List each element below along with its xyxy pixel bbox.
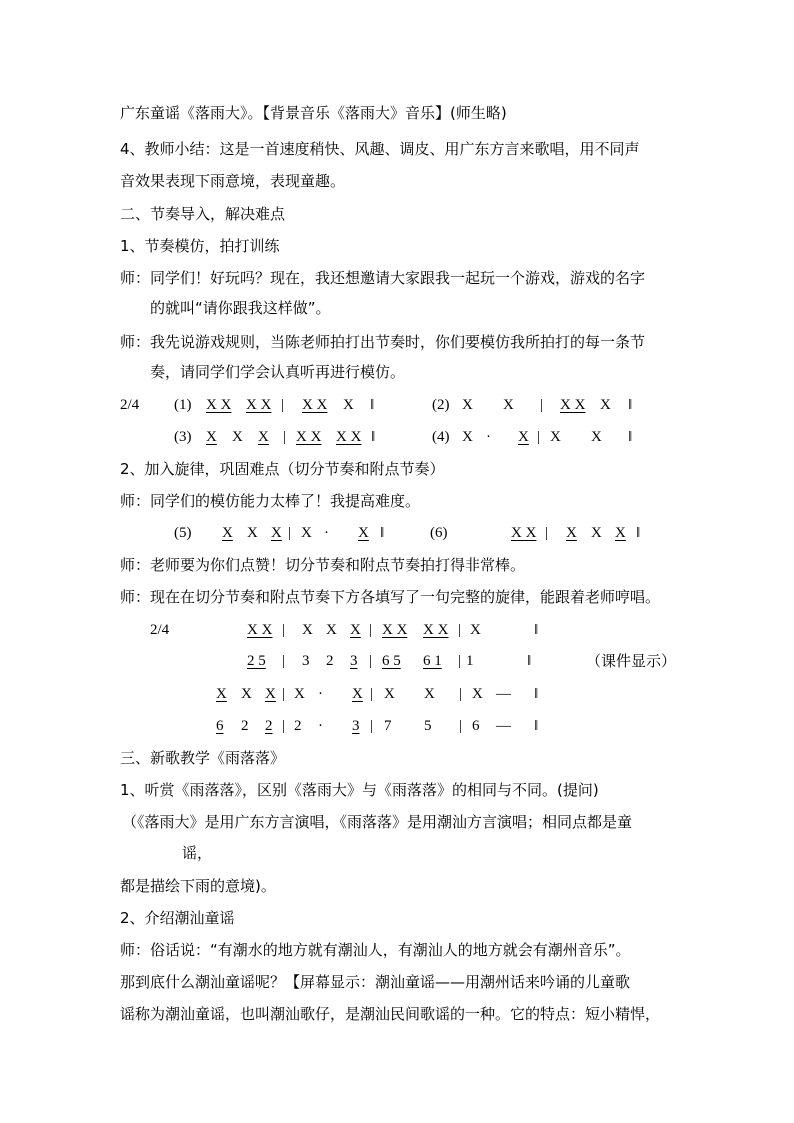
text-line: 谣称为潮汕童谣，也叫潮汕歌仔，是潮汕民间歌谣的一种。它的特点：短小精悍，	[120, 1005, 661, 1023]
end-bar: ‖	[371, 429, 376, 445]
text-line: 奏，请同学们学会认真听再进行模仿。	[150, 363, 406, 381]
melody-note: 2	[265, 718, 273, 734]
rhythm-note: X	[232, 429, 243, 445]
rhythm-label: (3)	[174, 429, 192, 445]
rhythm-note: X	[550, 429, 561, 445]
rhythm-note: X X	[246, 397, 272, 413]
melody-note: 6	[472, 718, 480, 734]
melody-note: 6 1	[423, 653, 442, 669]
dash: —	[496, 686, 511, 702]
end-bar: ‖	[534, 686, 539, 702]
rhythm-note: X	[518, 429, 529, 445]
end-bar: ‖	[534, 718, 539, 734]
text-line: （《落雨大》是用广东方言演唱，《雨落落》是用潮汕方言演唱；相同点都是童	[122, 813, 633, 831]
rhythm-note: X	[216, 686, 227, 702]
bar-line: |	[537, 429, 541, 445]
dash: —	[496, 718, 511, 734]
bar-line: |	[458, 622, 462, 638]
rhythm-note: X	[472, 686, 483, 702]
rhythm-note: X	[615, 525, 626, 541]
rhythm-note: X X	[247, 622, 273, 638]
dot: ·	[318, 718, 323, 734]
subsection-heading: 2、介绍潮汕童谣	[120, 909, 235, 927]
rhythm-note: X	[591, 429, 602, 445]
text-line: 谣，	[182, 844, 213, 862]
end-bar: ‖	[534, 622, 539, 638]
text-line: 4、教师小结：这是一首速度稍快、风趣、调皮、用广东方言来歌唱，用不同声	[120, 140, 640, 158]
bar-line: |	[282, 653, 286, 669]
end-bar: ‖	[527, 653, 532, 669]
text-line: 的就叫“请你跟我这样做”。	[150, 299, 331, 317]
text-line: 师：现在在切分节奏和附点节奏下方各填写了一句完整的旋律，能跟着老师哼唱。	[120, 588, 661, 606]
rhythm-note: X X	[560, 397, 586, 413]
rhythm-label: (5)	[174, 525, 192, 541]
end-bar: ‖	[370, 397, 375, 413]
text-line: 师：老师要为你们点赞！切分节奏和附点节奏拍打得非常棒。	[120, 556, 526, 574]
section-heading: 三、新歌教学《雨落落》	[120, 749, 286, 767]
text-line: 师：同学们的模仿能力太棒了！我提高难度。	[120, 492, 421, 510]
rhythm-note: X	[352, 686, 363, 702]
bar-line: |	[288, 525, 292, 541]
section-heading: 二、节奏导入，解决难点	[120, 205, 286, 223]
rhythm-note: X	[343, 397, 354, 413]
rhythm-note: X	[462, 429, 473, 445]
rhythm-note: X X	[423, 622, 449, 638]
bar-line: |	[540, 397, 544, 413]
melody-note: 5	[424, 718, 432, 734]
bar-line: |	[459, 718, 463, 734]
rhythm-note: X	[258, 429, 269, 445]
rhythm-note: X	[424, 686, 435, 702]
rhythm-note: X	[358, 525, 369, 541]
rhythm-note: X	[470, 622, 481, 638]
rhythm-note: X X	[336, 429, 362, 445]
rhythm-note: X X	[296, 429, 322, 445]
rhythm-note: X	[294, 686, 305, 702]
rhythm-note: X	[462, 397, 473, 413]
bar-line: |	[370, 718, 374, 734]
bar-line: |	[369, 653, 373, 669]
bar-line: |	[282, 718, 286, 734]
rhythm-label: (4)	[432, 429, 450, 445]
bar-line: |	[282, 622, 286, 638]
rhythm-note: X	[222, 525, 233, 541]
rhythm-note: X X	[382, 622, 408, 638]
rhythm-note: X	[302, 622, 313, 638]
bar-line: |	[459, 686, 463, 702]
melody-note: 6	[216, 718, 224, 734]
subsection-heading: 1、节奏模仿，拍打训练	[120, 237, 280, 255]
end-bar: ‖	[380, 525, 385, 541]
melody-note: 7	[384, 718, 392, 734]
rhythm-note: X X	[206, 397, 232, 413]
rhythm-note: X	[241, 686, 252, 702]
melody-note: 3	[302, 653, 310, 669]
rhythm-label: (1)	[174, 397, 192, 413]
end-bar: ‖	[628, 397, 633, 413]
text-line: 师：俗话说：“有潮水的地方就有潮汕人，有潮汕人的地方就会有潮州音乐”。	[120, 941, 631, 959]
rhythm-note: X	[566, 525, 577, 541]
rhythm-note: X X	[511, 525, 537, 541]
melody-note: 2	[241, 718, 249, 734]
rhythm-note: X X	[302, 397, 328, 413]
text-line: 都是描绘下雨的意境)。	[120, 877, 276, 895]
text-line: 广东童谣《落雨大》。【背景音乐《落雨大》音乐】(师生略)	[120, 104, 507, 122]
rhythm-note: X	[271, 525, 282, 541]
time-signature: 2/4	[150, 622, 170, 638]
text-line: 师：同学们！好玩吗？现在，我还想邀请大家跟我一起玩一个游戏，游戏的名字	[120, 269, 646, 287]
melody-note: 3	[352, 718, 360, 734]
rhythm-note: X	[384, 686, 395, 702]
time-signature: 2/4	[120, 397, 140, 413]
bar-line: |	[545, 525, 549, 541]
melody-note: 3	[350, 653, 358, 669]
bar-line: |	[369, 622, 373, 638]
rhythm-note: X	[600, 397, 611, 413]
dot: ·	[324, 525, 329, 541]
rhythm-note: X	[206, 429, 217, 445]
text-line: 那到底什么潮汕童谣呢？【屏幕显示：潮汕童谣——用潮州话来吟诵的儿童歌	[120, 973, 631, 991]
rhythm-note: X	[350, 622, 361, 638]
end-bar: ‖	[628, 429, 633, 445]
rhythm-note: X	[503, 397, 514, 413]
dot: ·	[318, 686, 323, 702]
dot: ·	[486, 429, 491, 445]
bar-line: |	[281, 397, 285, 413]
melody-note: 2 5	[247, 653, 266, 669]
courseware-note: （课件显示）	[586, 652, 677, 670]
rhythm-note: X	[591, 525, 602, 541]
rhythm-note: X	[301, 525, 312, 541]
rhythm-label: (2)	[432, 397, 450, 413]
melody-note: 1	[466, 653, 474, 669]
bar-line: |	[370, 686, 374, 702]
rhythm-note: X	[247, 525, 258, 541]
melody-note: 2	[326, 653, 334, 669]
end-bar: ‖	[636, 525, 641, 541]
text-line: 音效果表现下雨意境，表现童趣。	[120, 172, 346, 190]
subsection-heading: 1、听赏《雨落落》，区别《落雨大》与《雨落落》的相同与不同。(提问)	[120, 781, 599, 799]
rhythm-note: X	[326, 622, 337, 638]
bar-line: |	[282, 686, 286, 702]
bar-line: |	[458, 653, 462, 669]
melody-note: 2	[294, 718, 302, 734]
rhythm-note: X	[265, 686, 276, 702]
subsection-heading: 2、加入旋律，巩固难点（切分节奏和附点节奏）	[120, 460, 445, 478]
rhythm-label: (6)	[430, 525, 448, 541]
text-line: 师：我先说游戏规则，当陈老师拍打出节奏时，你们要模仿我所拍打的每一条节	[120, 333, 646, 351]
melody-note: 6 5	[382, 653, 401, 669]
bar-line: |	[283, 429, 287, 445]
